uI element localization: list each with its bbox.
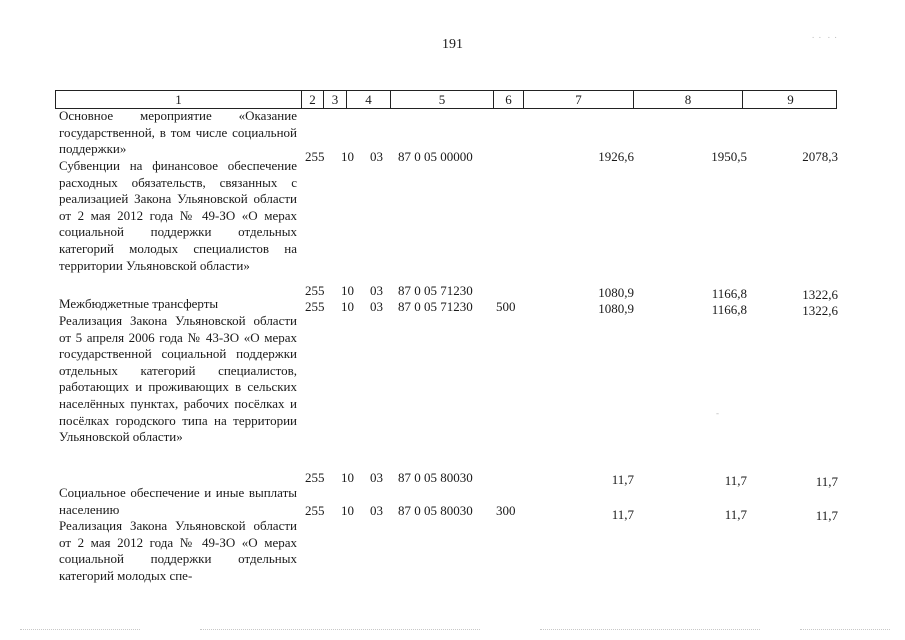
cell-subsection: 03	[370, 283, 383, 298]
cell-section: 10	[341, 299, 354, 314]
cell-value-8: 1166,8	[711, 302, 747, 317]
cell-code: 255	[305, 299, 325, 314]
cell-value-7: 1926,6	[598, 149, 634, 164]
scan-artifact: -	[716, 408, 719, 418]
cell-section: 10	[341, 503, 354, 518]
col-header-9: 9	[742, 91, 838, 108]
cell-type: 500	[496, 299, 516, 314]
cell-code: 255	[305, 503, 325, 518]
scan-artifact	[200, 629, 480, 630]
row-description: Основное мероприятие «Оказание государственной, в том числе социальной поддержки»	[59, 108, 297, 157]
cell-code: 255	[305, 149, 325, 164]
cell-section: 10	[341, 283, 354, 298]
row-description: Субвенции на финансовое обеспечение расходных обязательств, связанных с реализацией Закона Ульяновской области от 2 мая 2012 года № 49-ЗО «О мерах социальной поддержки отдельных категорий молодых специалистов на территории Ульяновской области»	[59, 158, 297, 273]
cell-target: 87 0 05 71230	[398, 283, 473, 298]
cell-value-8: 1166,8	[711, 286, 747, 301]
cell-value-7: 1080,9	[598, 301, 634, 316]
cell-value-8: 11,7	[724, 507, 747, 522]
cell-section: 10	[341, 149, 354, 164]
scan-artifact	[540, 629, 760, 630]
scan-artifact: . . . .	[812, 30, 837, 40]
row-description: Реализация Закона Ульяновской области от 2 мая 2012 года № 49-ЗО «О мерах социальной поддержки отдельных категорий молодых спе-	[59, 518, 297, 583]
cell-value-7: 11,7	[611, 472, 634, 487]
cell-value-9: 11,7	[815, 474, 838, 489]
row-description: Реализация Закона Ульяновской области от 5 апреля 2006 года № 43-ЗО «О мерах государственной социальной поддержки отдельных категорий специалистов, работающих и проживающих в сельских населённых пунктах, рабочих посёлках и посёлках городского типа на территории Ульяновской области»	[59, 313, 297, 445]
cell-value-9: 2078,3	[802, 149, 838, 164]
cell-target: 87 0 05 80030	[398, 503, 473, 518]
col-header-6: 6	[493, 91, 523, 108]
page-number: 191	[442, 37, 463, 52]
col-header-4: 4	[346, 91, 390, 108]
col-header-1: 1	[175, 92, 182, 107]
cell-value-8: 1950,5	[711, 149, 747, 164]
cell-value-9: 1322,6	[802, 303, 838, 318]
table-header	[55, 90, 837, 109]
scan-artifact	[20, 629, 140, 630]
cell-target: 87 0 05 80030	[398, 470, 473, 485]
cell-subsection: 03	[370, 299, 383, 314]
col-header-8: 8	[633, 91, 742, 108]
row-description: Межбюджетные трансферты	[59, 296, 219, 311]
col-header-5: 5	[390, 91, 493, 108]
row-description: Социальное обеспечение и иные выплаты населению	[59, 485, 297, 517]
col-header-2: 2	[301, 91, 323, 108]
col-header-3: 3	[323, 91, 346, 108]
cell-code: 255	[305, 470, 325, 485]
cell-value-9: 11,7	[815, 508, 838, 523]
cell-target: 87 0 05 00000	[398, 149, 473, 164]
scan-artifact	[800, 629, 890, 630]
cell-value-7: 11,7	[611, 507, 634, 522]
col-header-7: 7	[523, 91, 633, 108]
cell-section: 10	[341, 470, 354, 485]
cell-subsection: 03	[370, 470, 383, 485]
cell-type: 300	[496, 503, 516, 518]
cell-subsection: 03	[370, 149, 383, 164]
cell-target: 87 0 05 71230	[398, 299, 473, 314]
cell-value-7: 1080,9	[598, 285, 634, 300]
cell-code: 255	[305, 283, 325, 298]
cell-value-9: 1322,6	[802, 287, 838, 302]
cell-subsection: 03	[370, 503, 383, 518]
cell-value-8: 11,7	[724, 473, 747, 488]
